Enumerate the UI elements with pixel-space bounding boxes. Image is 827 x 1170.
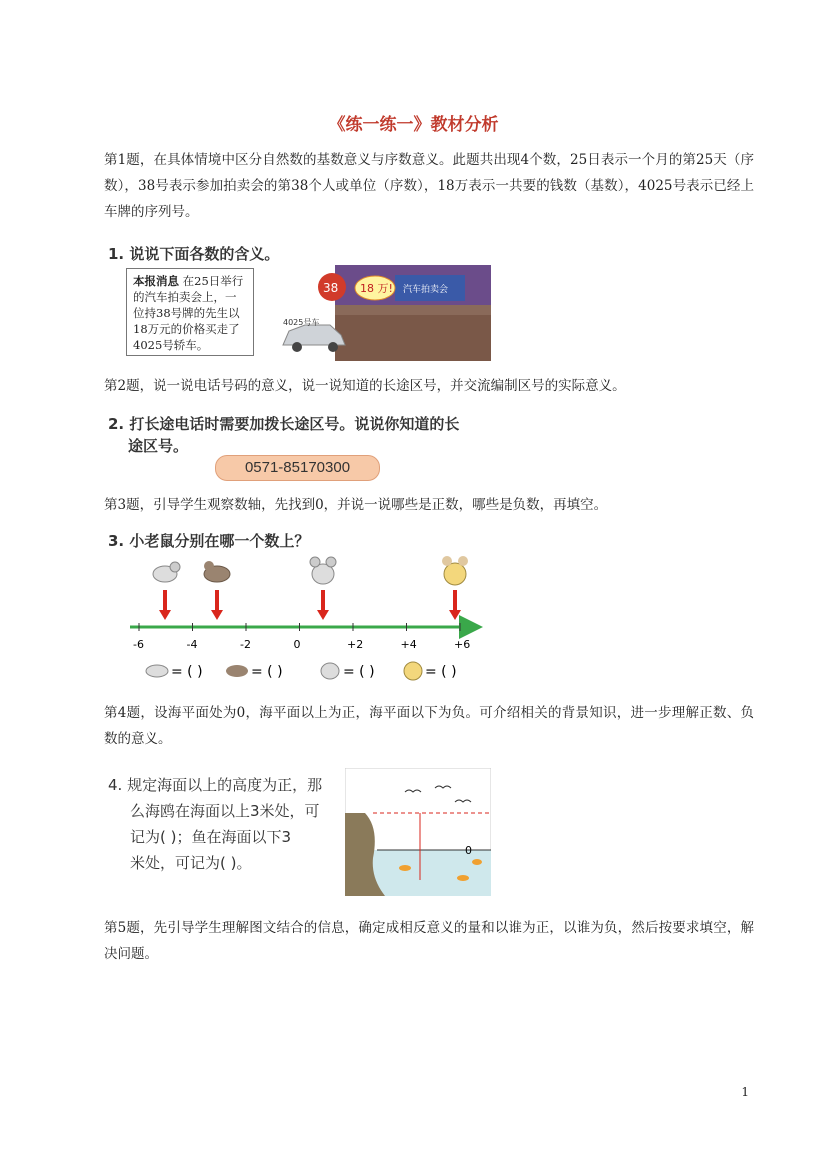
sea-level-zero: 0 (465, 844, 472, 857)
paragraph-q5: 第5题，先引导学生理解图文结合的信息，确定成相反意义的量和以谁为正，以谁为负，然后按要求填空，解决问题。 (104, 920, 754, 962)
answer-blank-1: = ( ) (171, 664, 203, 680)
news-body: 在25日举行的汽车拍卖会上，一位持38号牌的先生以18万元的价格买走了4025号轿车。 (133, 274, 244, 352)
mouse-4 (442, 556, 468, 585)
axis-tick-label: -4 (186, 638, 198, 651)
paragraph-q3: 第3题，引导学生观察数轴，先找到0，并说一说哪些是正数，哪些是负数，再填空。 (104, 497, 608, 513)
answer-blank-3: = ( ) (343, 664, 375, 680)
sea-illustration (345, 768, 491, 896)
q4-line1: 4. 规定海面以上的高度为正，那 (108, 776, 323, 794)
news-box (126, 268, 254, 356)
q3-label: 3. 小老鼠分别在哪一个数上？ (108, 532, 310, 550)
plate-text: 4025号车 (283, 318, 320, 327)
q2-label-line1: 2. 打长途电话时需要加拨长途区号。说说你知道的长 (108, 415, 460, 433)
mouse-1 (153, 562, 180, 582)
answer-blank-4: = ( ) (425, 664, 457, 680)
q1-label: 1. 说说下面各数的含义。 (108, 245, 280, 263)
axis-tick-label: +2 (347, 638, 364, 651)
q4-line3: 记为( )；鱼在海面以下3 (130, 828, 292, 846)
page-title: 《练一练一》教材分析 (328, 115, 499, 135)
q4-text (108, 772, 322, 876)
answer-row (146, 662, 457, 680)
mouse-2 (204, 561, 230, 582)
down-arrow-icon (159, 590, 171, 620)
q4-line4: 米处，可记为( )。 (130, 854, 252, 872)
axis-tick-label: +6 (454, 638, 471, 651)
axis-tick-label: -2 (240, 638, 251, 651)
q2-label-line2: 途区号。 (128, 437, 189, 455)
down-arrow-icon (211, 590, 223, 620)
axis-tick-label: -6 (133, 638, 144, 651)
q4-line2: 么海鸥在海面以上3米处，可 (130, 802, 320, 820)
banner-text: 汽车拍卖会 (403, 285, 449, 295)
paragraph-q4: 第4题，设海平面处为0，海平面以上为正，海平面以下为负。可介绍相关的背景知识，进一步理解正数、负数的意义。 (104, 705, 754, 747)
answer-blank-2: = ( ) (251, 664, 283, 680)
paragraph-q1: 第1题，在具体情境中区分自然数的基数意义与序数意义。此题共出现4个数，25日表示一个月的第25天（序数），38号表示参加拍卖会的第38个人或单位（序数），18万表示一共要的钱数（基数），4025号表示已经上车牌的序列号。 (104, 152, 754, 220)
axis-tick-label: +4 (400, 638, 417, 651)
auction-illustration (275, 265, 491, 361)
mouse-3 (310, 557, 336, 584)
down-arrow-icon (449, 590, 461, 620)
number-line-figure (125, 552, 485, 692)
phone-number: 0571-85170300 (215, 455, 380, 481)
page-number: 1 (741, 1085, 749, 1099)
badge-38: 38 (323, 281, 339, 295)
price-bubble: 18 万! (360, 282, 393, 295)
down-arrow-icon (317, 590, 329, 620)
news-head: 本报消息 (133, 274, 179, 288)
paragraph-q2: 第2题，说一说电话号码的意义，说一说知道的长途区号，并交流编制区号的实际意义。 (104, 378, 626, 394)
axis-tick-label: 0 (293, 638, 301, 651)
